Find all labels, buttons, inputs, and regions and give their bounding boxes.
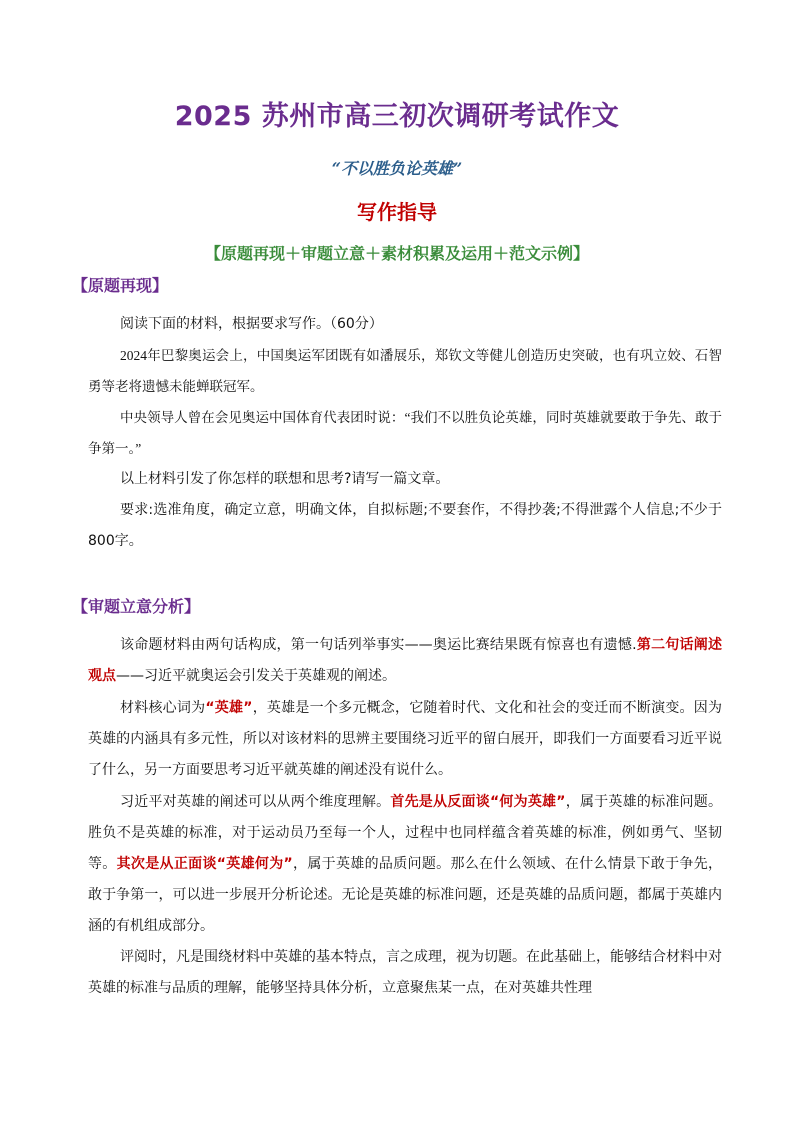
analysis-p3-highlight-1: 首先是从反面谈“何为英雄” [390,794,566,810]
analysis-p1-text-b: ——习近平就奥运会引发关于英雄观的阐述。 [116,668,396,684]
analysis-p2-text-b: ，英雄是一个多元概念，它随着时代、文化和社会的变迁而不断演变。因为英雄的内涵具有多元性，所以对该材料的思辨主要围绕习近平的留白展开，即我们一方面要看习近平说了什么，另一方面要思考习近平就英雄的阐述没有说什么。 [88,700,723,778]
analysis-p2-text-a: 材料核心词为 [120,700,206,716]
analysis-p2-highlight: “英雄” [205,700,253,716]
analysis-paragraph-2 [88,693,722,786]
page-title: 2025 苏州市高三初次调研考试作文 [174,101,620,132]
analysis-p1-text-a: 该命题材料由两句话构成，第一句话列举事实——奥运比赛结果既有惊喜也有遗憾. [120,637,637,653]
requirements-paragraph: 要求:选准角度，确定立意，明确文体，自拟标题;不要套作，不得抄袭;不得泄露个人信息;不少于800字。 [88,502,722,549]
section-heading-original: 【原题再现】 [72,276,169,295]
instruction-paragraph: 阅读下面的材料，根据要求写作。（60分） [120,316,383,332]
question-paragraph: 以上材料引发了你怎样的联想和思考?请写一篇文章。 [120,471,450,487]
analysis-p3-text-a: 习近平对英雄的阐述可以从两个维度理解。 [120,794,391,810]
analysis-paragraph-3 [88,787,722,942]
page-subtitle: “不以胜负论英雄” [331,159,463,178]
structure-line: 【原题再现＋审题立意＋素材积累及运用＋范文示例】 [204,244,589,263]
analysis-p3-text-c: ，属于英雄的品质问题。那么在什么领域、在什么情景下敢于争先，敢于争第一，可以进一步展开分析论述。无论是英雄的标准问题，还是英雄的品质问题，都属于英雄内涵的有机组成部分。 [88,856,723,934]
section-heading-analysis: 【审题立意分析】 [72,597,201,616]
analysis-paragraph-4: 评阅时，凡是围绕材料中英雄的基本特点，言之成理，视为切题。在此基础上，能够结合材料中对英雄的标准与品质的理解，能够坚持具体分析，立意聚焦某一点，在对英雄共性理 [88,949,722,996]
guide-heading: 写作指导 [357,200,437,224]
material-paragraph-1: 2024年巴黎奥运会上，中国奥运军团既有如潘展乐，郑钦文等健儿创造历史突破，也有巩立姣、石智勇等老将遗憾未能蝉联冠军。 [88,348,722,394]
analysis-paragraph-1 [88,630,722,692]
analysis-p1-highlight: 第二句话阐述观点 [88,637,723,684]
analysis-p3-text-b: ，属于英雄的标准问题。胜负不是英雄的标准，对于运动员乃至每一个人，过程中也同样蕴含着英雄的标准，例如勇气、坚韧等。 [88,794,723,872]
analysis-p3-highlight-2: 其次是从正面谈“英雄何为” [116,856,293,872]
material-paragraph-2: 中央领导人曾在会见奥运中国体育代表团时说：“我们不以胜负论英雄，同时英雄就要敢于争先、敢于争第一。” [88,410,722,456]
